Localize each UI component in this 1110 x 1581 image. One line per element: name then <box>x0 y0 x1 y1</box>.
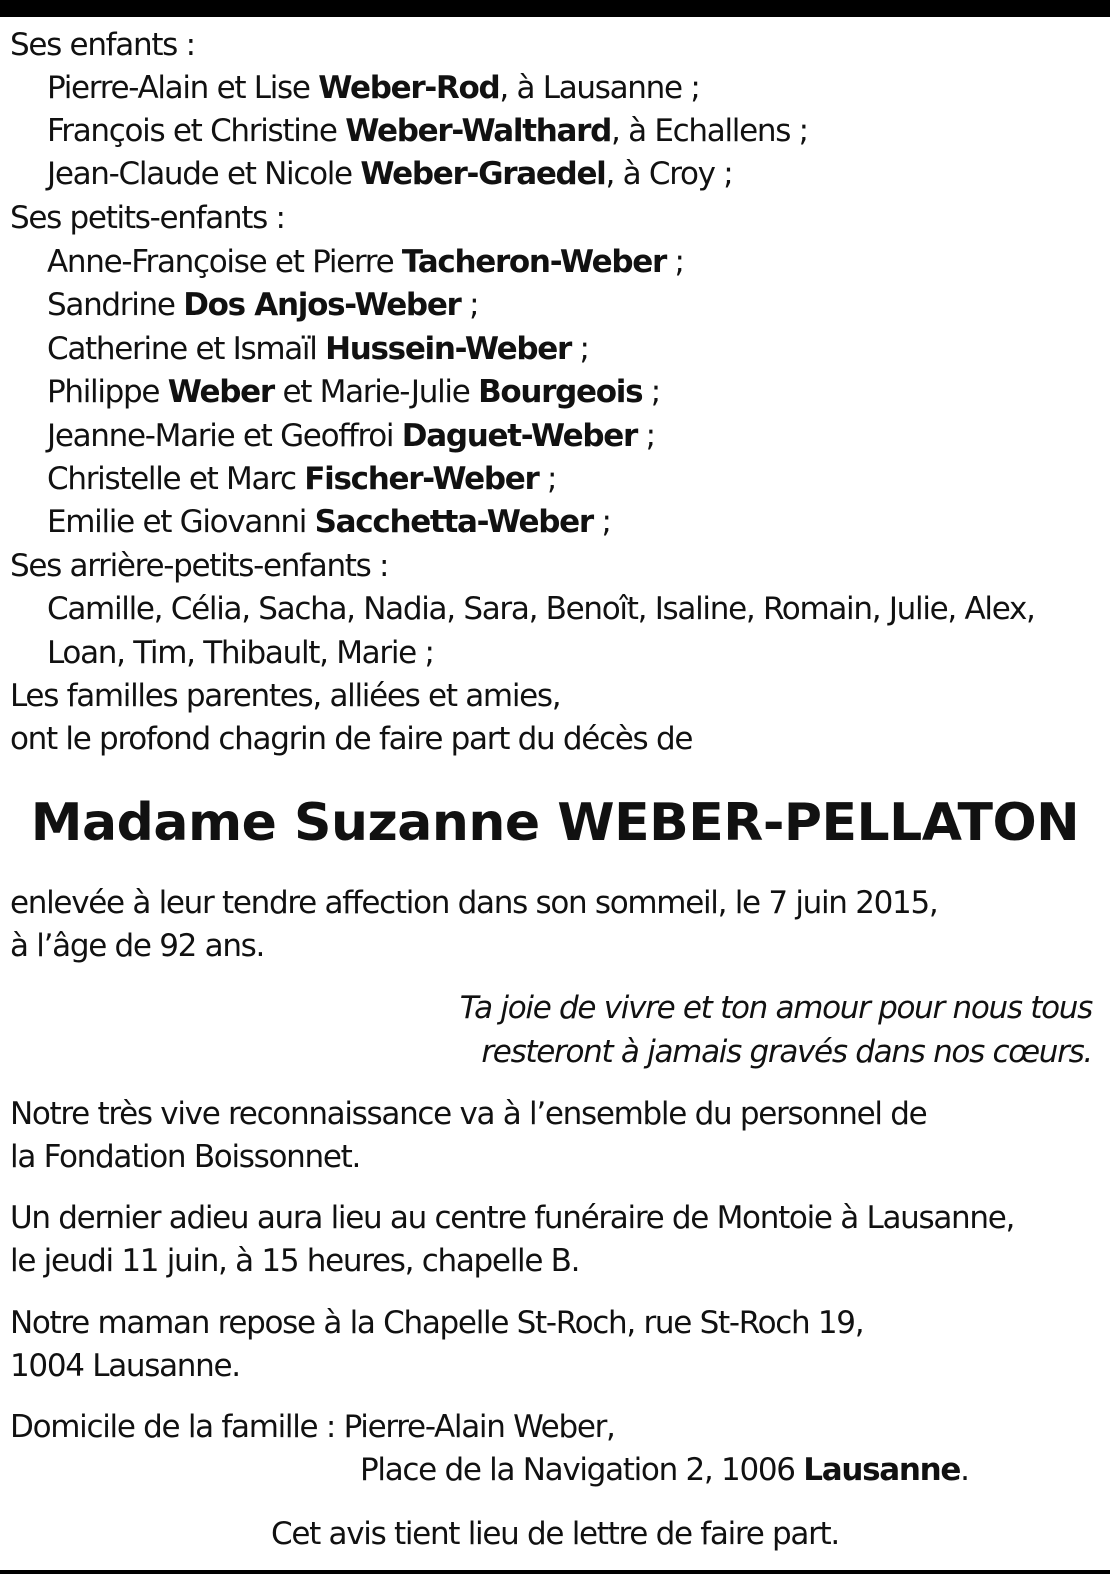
domicile-line: Domicile de la famille : Pierre-Alain Weber, <box>10 1409 615 1445</box>
deceased-name: Madame Suzanne WEBER-PELLATON <box>30 793 1080 853</box>
grandchild-entry: Catherine et Ismaïl Hussein-Weber ; <box>47 331 589 367</box>
bottom-border-rule <box>0 1570 1110 1574</box>
thanks-line: Notre très vive reconnaissance va à l’ensemble du personnel de <box>10 1096 927 1132</box>
grandchild-entry: Jeanne-Marie et Geoffroi Daguet-Weber ; <box>47 418 655 454</box>
quote-line: Ta joie de vivre et ton amour pour nous tous <box>459 990 1092 1026</box>
great-grandchildren-list: Loan, Tim, Thibault, Marie ; <box>47 635 434 671</box>
grandchild-entry: Philippe Weber et Marie-Julie Bourgeois ; <box>47 374 660 410</box>
ceremony-line: le jeudi 11 juin, à 15 heures, chapelle B. <box>10 1243 580 1279</box>
quote-line: resteront à jamais gravés dans nos cœurs. <box>481 1034 1092 1070</box>
grandchild-entry: Christelle et Marc Fischer-Weber ; <box>47 461 557 497</box>
great-grandchildren-heading: Ses arrière-petits-enfants : <box>10 548 389 584</box>
rest-line: Notre maman repose à la Chapelle St-Roch, rue St-Roch 19, <box>10 1305 864 1341</box>
child-entry: Jean-Claude et Nicole Weber-Graedel, à Croy ; <box>47 156 733 192</box>
age-line: à l’âge de 92 ans. <box>10 928 265 964</box>
closing-line: Cet avis tient lieu de lettre de faire part. <box>271 1516 839 1552</box>
children-heading: Ses enfants : <box>10 27 195 63</box>
great-grandchildren-list: Camille, Célia, Sacha, Nadia, Sara, Benoît, Isaline, Romain, Julie, Alex, <box>47 591 1035 627</box>
families-line: Les familles parentes, alliées et amies, <box>10 678 561 714</box>
domicile-address: Place de la Navigation 2, 1006 Lausanne. <box>360 1452 969 1488</box>
announcement-line: ont le profond chagrin de faire part du décès de <box>10 721 693 757</box>
grandchild-entry: Anne-Françoise et Pierre Tacheron-Weber ; <box>47 244 684 280</box>
child-entry: Pierre-Alain et Lise Weber-Rod, à Lausanne ; <box>47 70 700 106</box>
passing-line: enlevée à leur tendre affection dans son sommeil, le 7 juin 2015, <box>10 885 938 921</box>
grandchildren-heading: Ses petits-enfants : <box>10 200 285 236</box>
top-border-rule <box>0 0 1110 17</box>
rest-line: 1004 Lausanne. <box>10 1348 240 1384</box>
thanks-line: la Fondation Boissonnet. <box>10 1139 361 1175</box>
grandchild-entry: Emilie et Giovanni Sacchetta-Weber ; <box>47 504 611 540</box>
child-entry: François et Christine Weber-Walthard, à Echallens ; <box>47 113 808 149</box>
grandchild-entry: Sandrine Dos Anjos-Weber ; <box>47 287 479 323</box>
ceremony-line: Un dernier adieu aura lieu au centre funéraire de Montoie à Lausanne, <box>10 1200 1015 1236</box>
